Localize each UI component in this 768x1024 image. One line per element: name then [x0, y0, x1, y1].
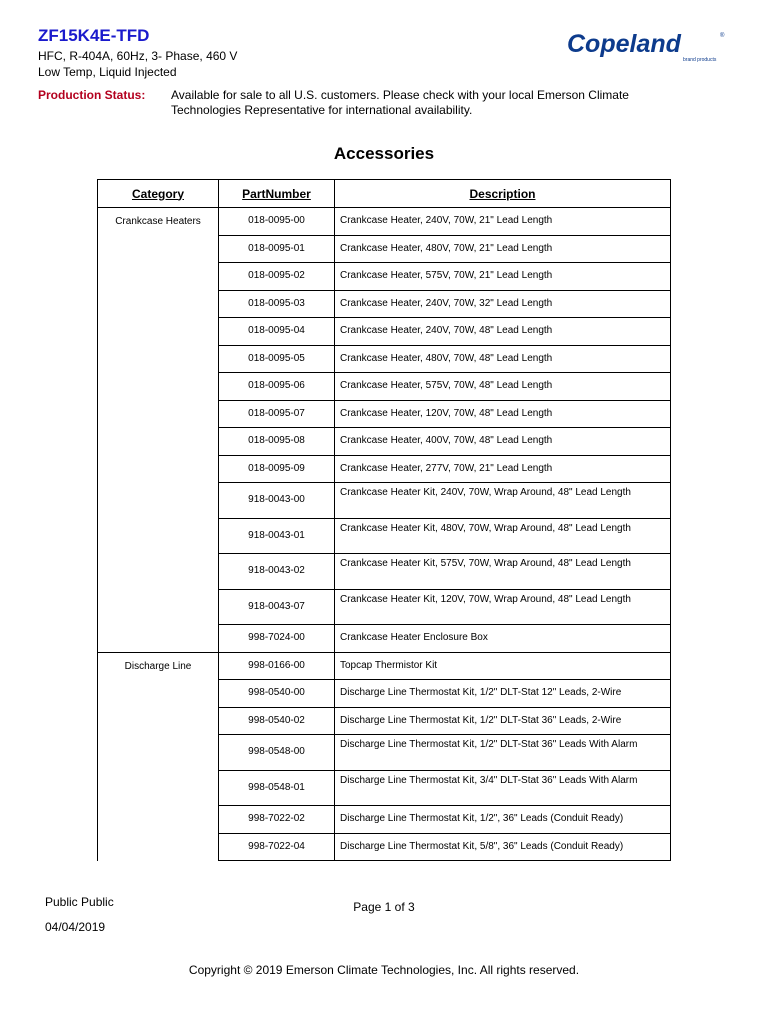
logo-subtext: brand products	[683, 57, 717, 63]
category-cell: Discharge Line	[98, 652, 219, 861]
part-number-cell: 018-0095-06	[219, 373, 335, 401]
description-cell: Discharge Line Thermostat Kit, 1/2" DLT-Stat 36" Leads, 2-Wire	[335, 707, 671, 735]
description-cell: Discharge Line Thermostat Kit, 1/2" DLT-Stat 12" Leads, 2-Wire	[335, 680, 671, 708]
part-number-cell: 998-0166-00	[219, 652, 335, 680]
table-header-row	[98, 180, 671, 208]
part-number-cell: 998-7022-02	[219, 806, 335, 834]
description-cell: Crankcase Heater, 277V, 70W, 21" Lead Length	[335, 455, 671, 483]
part-number-cell: 918-0043-02	[219, 554, 335, 590]
description-cell: Discharge Line Thermostat Kit, 5/8", 36" Leads (Conduit Ready)	[335, 833, 671, 861]
description-cell: Crankcase Heater, 480V, 70W, 48" Lead Length	[335, 345, 671, 373]
part-number-cell: 998-0548-01	[219, 770, 335, 806]
part-number-cell: 998-7024-00	[219, 625, 335, 653]
column-header-category: Category	[98, 180, 219, 208]
part-number-cell: 918-0043-07	[219, 589, 335, 625]
description-cell: Crankcase Heater, 400V, 70W, 48" Lead Length	[335, 428, 671, 456]
part-number-cell: 918-0043-00	[219, 483, 335, 519]
part-number-cell: 018-0095-08	[219, 428, 335, 456]
description-cell: Crankcase Heater, 240V, 70W, 48" Lead Length	[335, 318, 671, 346]
description-cell: Discharge Line Thermostat Kit, 1/2" DLT-Stat 36" Leads With Alarm	[335, 735, 671, 771]
svg-text:®: ®	[720, 33, 725, 39]
description-cell: Crankcase Heater, 120V, 70W, 48" Lead Length	[335, 400, 671, 428]
model-number: ZF15K4E-TFD	[38, 26, 150, 45]
description-cell: Discharge Line Thermostat Kit, 1/2", 36" Leads (Conduit Ready)	[335, 806, 671, 834]
part-number-cell: 018-0095-03	[219, 290, 335, 318]
copyright-notice: Copyright © 2019 Emerson Climate Technologies, Inc. All rights reserved.	[188, 963, 580, 977]
description-cell: Crankcase Heater Kit, 120V, 70W, Wrap Around, 48" Lead Length	[335, 589, 671, 625]
page-number: Page 1 of 3	[353, 900, 415, 914]
spec-line-2: Low Temp, Liquid Injected	[38, 65, 177, 79]
logo-text: Copeland	[567, 30, 681, 58]
description-cell: Crankcase Heater, 240V, 70W, 32" Lead Length	[335, 290, 671, 318]
spec-line-1: HFC, R-404A, 60Hz, 3- Phase, 460 V	[38, 49, 238, 63]
description-cell: Crankcase Heater, 240V, 70W, 21" Lead Length	[335, 208, 671, 236]
footer-classification: Public Public	[45, 895, 114, 909]
table-row	[98, 208, 671, 236]
description-cell: Topcap Thermistor Kit	[335, 652, 671, 680]
description-cell: Crankcase Heater Kit, 575V, 70W, Wrap Around, 48" Lead Length	[335, 554, 671, 590]
description-cell: Crankcase Heater Kit, 240V, 70W, Wrap Around, 48" Lead Length	[335, 483, 671, 519]
description-cell: Crankcase Heater Kit, 480V, 70W, Wrap Around, 48" Lead Length	[335, 518, 671, 554]
description-cell: Crankcase Heater, 575V, 70W, 48" Lead Length	[335, 373, 671, 401]
table-row	[98, 652, 671, 680]
footer-date: 04/04/2019	[45, 920, 106, 934]
part-number-cell: 018-0095-01	[219, 235, 335, 263]
part-number-cell: 018-0095-07	[219, 400, 335, 428]
part-number-cell: 998-0540-02	[219, 707, 335, 735]
part-number-cell: 018-0095-00	[219, 208, 335, 236]
production-status-label: Production Status:	[38, 88, 146, 102]
description-cell: Crankcase Heater, 575V, 70W, 21" Lead Length	[335, 263, 671, 291]
section-title: Accessories	[333, 144, 435, 163]
part-number-cell: 018-0095-09	[219, 455, 335, 483]
part-number-cell: 918-0043-01	[219, 518, 335, 554]
part-number-cell: 018-0095-04	[219, 318, 335, 346]
column-header-partnumber: PartNumber	[219, 180, 335, 208]
category-cell: Crankcase Heaters	[98, 208, 219, 653]
description-cell: Crankcase Heater, 480V, 70W, 21" Lead Length	[335, 235, 671, 263]
production-status-text: Available for sale to all U.S. customers. Please check with your local Emerson Climate Technologies Representative for international availability.	[171, 88, 629, 117]
part-number-cell: 018-0095-02	[219, 263, 335, 291]
description-cell: Crankcase Heater Enclosure Box	[335, 625, 671, 653]
table-body	[98, 208, 671, 861]
copeland-logo	[566, 28, 731, 64]
part-number-cell: 998-7022-04	[219, 833, 335, 861]
part-number-cell: 998-0540-00	[219, 680, 335, 708]
accessories-table	[97, 179, 671, 861]
part-number-cell: 998-0548-00	[219, 735, 335, 771]
description-cell: Discharge Line Thermostat Kit, 3/4" DLT-Stat 36" Leads With Alarm	[335, 770, 671, 806]
column-header-description: Description	[335, 180, 671, 208]
part-number-cell: 018-0095-05	[219, 345, 335, 373]
